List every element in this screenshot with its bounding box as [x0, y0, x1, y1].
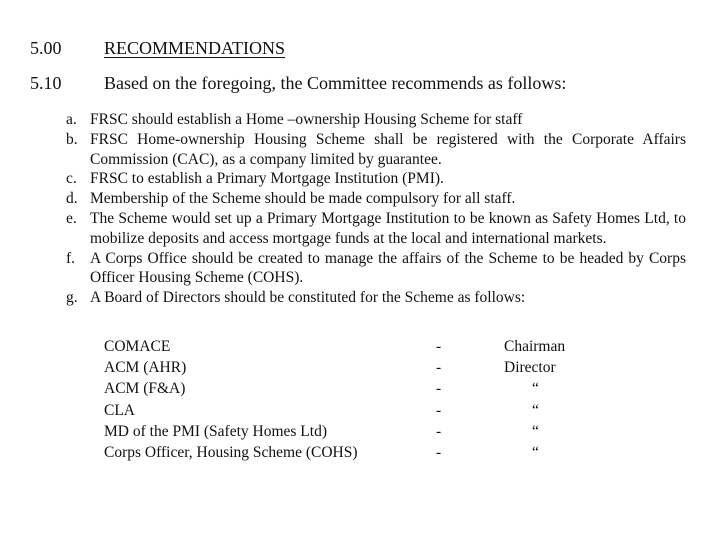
recommendations-list	[66, 110, 686, 308]
board-of-directors-table	[104, 336, 594, 463]
board-role: “	[532, 380, 539, 398]
list-item	[66, 288, 686, 308]
board-dash: -	[436, 380, 442, 398]
table-row	[104, 442, 594, 463]
item-text: A Board of Directors should be constituted for the Scheme as follows:	[90, 289, 526, 307]
table-row	[104, 421, 594, 442]
board-member: ACM (AHR)	[104, 359, 187, 377]
board-member: Corps Officer, Housing Scheme (COHS)	[104, 443, 358, 461]
list-item	[66, 249, 686, 289]
item-letter: a.	[66, 111, 77, 128]
table-row	[104, 400, 594, 421]
board-member: COMACE	[104, 338, 171, 355]
board-dash: -	[436, 338, 442, 355]
item-letter: b.	[66, 130, 78, 148]
list-item	[66, 169, 686, 189]
item-text: A Corps Office should be created to manage the affairs of the Scheme to be headed by Corps Officer Housing Scheme (COHS).	[90, 249, 686, 287]
board-role: “	[532, 422, 539, 440]
item-letter: f.	[66, 249, 76, 267]
board-member: MD of the PMI (Safety Homes Ltd)	[104, 422, 327, 440]
item-text: FRSC should establish a Home –ownership Housing Scheme for staff	[90, 111, 523, 128]
board-role: Chairman	[504, 338, 566, 355]
subsection-intro: Based on the foregoing, the Committee recommends as follows:	[104, 73, 567, 93]
board-member: ACM (F&A)	[104, 380, 186, 398]
list-item	[66, 209, 686, 249]
item-text: FRSC to establish a Primary Mortgage Institution (PMI).	[90, 170, 444, 188]
board-member: CLA	[104, 401, 135, 419]
board-dash: -	[436, 422, 442, 440]
list-item	[66, 189, 686, 209]
table-row	[104, 336, 594, 357]
board-role: “	[532, 443, 539, 461]
subsection-number: 5.10	[30, 73, 62, 93]
item-letter: e.	[66, 209, 77, 227]
board-role: “	[532, 401, 539, 419]
item-letter: g.	[66, 289, 78, 307]
board-dash: -	[436, 359, 442, 377]
board-dash: -	[436, 443, 442, 461]
list-item	[66, 110, 686, 130]
section-number: 5.00	[30, 38, 62, 58]
board-role: Director	[504, 359, 556, 377]
board-dash: -	[436, 401, 442, 419]
item-text: Membership of the Scheme should be made compulsory for all staff.	[90, 190, 516, 208]
table-row	[104, 378, 594, 399]
table-row	[104, 357, 594, 378]
list-item	[66, 130, 686, 170]
item-text: FRSC Home-ownership Housing Scheme shall be registered with the Corporate Affairs Commission (CAC), as a company limited by guarantee.	[90, 130, 686, 168]
item-letter: d.	[66, 190, 78, 208]
section-title: RECOMMENDATIONS	[104, 38, 286, 58]
item-text: The Scheme would set up a Primary Mortgage Institution to be known as Safety Homes Ltd, to mobilize deposits and access mortgage funds at the local and international markets.	[90, 209, 686, 247]
item-letter: c.	[66, 170, 77, 188]
